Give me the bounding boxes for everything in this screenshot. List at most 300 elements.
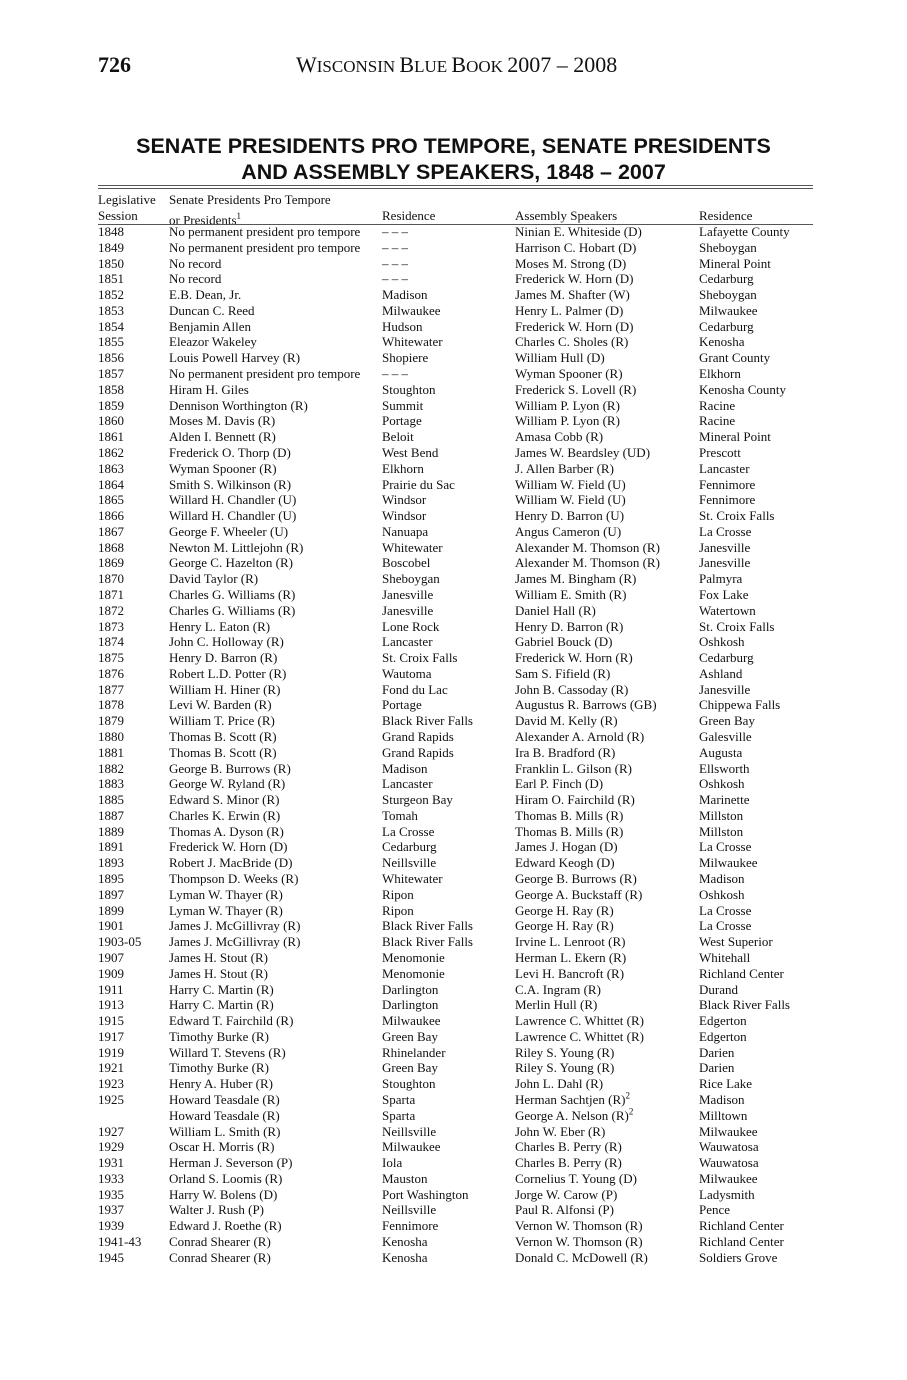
cell-speaker-residence bbox=[699, 1155, 813, 1171]
senate-president-text: George F. Wheeler (U) bbox=[169, 523, 289, 539]
senate-president-text: Willard H. Chandler (U) bbox=[169, 492, 297, 508]
cell-speaker-residence bbox=[699, 413, 813, 429]
table-row bbox=[98, 808, 813, 824]
senate-residence-text: Darlington bbox=[382, 997, 439, 1013]
cell-assembly-speaker bbox=[515, 1029, 699, 1045]
running-head-part: 2007 – 2008 bbox=[507, 52, 618, 77]
table-row bbox=[98, 966, 813, 982]
table-row bbox=[98, 350, 813, 366]
assembly-speaker-text: Herman Sachtjen (R) bbox=[515, 1091, 626, 1107]
session-text: 1875 bbox=[98, 650, 124, 666]
assembly-speaker-text: Earl P. Finch (D) bbox=[515, 776, 604, 792]
cell-senate-residence bbox=[382, 334, 515, 350]
speaker-residence-text: Janesville bbox=[699, 555, 751, 571]
speaker-residence-text: Mineral Point bbox=[699, 429, 771, 445]
assembly-speaker-text: John B. Cassoday (R) bbox=[515, 681, 629, 697]
session-text: 1925 bbox=[98, 1091, 124, 1107]
cell-senate-president bbox=[169, 824, 382, 840]
cell-speaker-residence bbox=[699, 256, 813, 272]
cell-assembly-speaker bbox=[515, 761, 699, 777]
senate-president-text: No record bbox=[169, 255, 222, 271]
cell-senate-president bbox=[169, 776, 382, 792]
senate-residence-text: Green Bay bbox=[382, 1028, 438, 1044]
cell-senate-residence bbox=[382, 508, 515, 524]
table-row bbox=[98, 1013, 813, 1029]
senate-residence-text: Neillsville bbox=[382, 855, 437, 871]
senate-president-text: Thomas A. Dyson (R) bbox=[169, 823, 284, 839]
cell-assembly-speaker bbox=[515, 224, 699, 240]
senate-residence-text: Stoughton bbox=[382, 1076, 436, 1092]
cell-session bbox=[98, 761, 169, 777]
senate-president-text: Robert L.D. Potter (R) bbox=[169, 665, 287, 681]
senate-residence-text: Windsor bbox=[382, 508, 427, 524]
cell-assembly-speaker bbox=[515, 524, 699, 540]
cell-senate-residence bbox=[382, 650, 515, 666]
cell-senate-president bbox=[169, 918, 382, 934]
session-text: 1863 bbox=[98, 460, 124, 476]
cell-senate-president bbox=[169, 1029, 382, 1045]
assembly-speaker-text: Thomas B. Mills (R) bbox=[515, 823, 624, 839]
speaker-residence-text: Darien bbox=[699, 1044, 735, 1060]
senate-president-text: Harry W. Bolens (D) bbox=[169, 1186, 278, 1202]
assembly-speaker-text: Amasa Cobb (R) bbox=[515, 429, 604, 445]
top-rule bbox=[98, 185, 813, 186]
cell-senate-president bbox=[169, 997, 382, 1013]
cell-assembly-speaker bbox=[515, 713, 699, 729]
assembly-speaker-text: Herman L. Ekern (R) bbox=[515, 949, 627, 965]
cell-senate-president bbox=[169, 571, 382, 587]
cell-speaker-residence bbox=[699, 903, 813, 919]
speaker-residence-text: Oshkosh bbox=[699, 776, 745, 792]
session-text: 1870 bbox=[98, 571, 124, 587]
session-text: 1855 bbox=[98, 334, 124, 350]
assembly-speaker-text: Franklin L. Gilson (R) bbox=[515, 760, 632, 776]
assembly-speaker-text: Sam S. Fifield (R) bbox=[515, 665, 611, 681]
speaker-residence-text: Kenosha County bbox=[699, 381, 787, 397]
cell-speaker-residence bbox=[699, 666, 813, 682]
running-head-part: ISCONSIN bbox=[316, 57, 400, 76]
assembly-speaker-text: William Hull (D) bbox=[515, 350, 605, 366]
table-row bbox=[98, 839, 813, 855]
session-text: 1876 bbox=[98, 665, 124, 681]
cell-session bbox=[98, 729, 169, 745]
cell-senate-residence bbox=[382, 1045, 515, 1061]
senate-residence-text: Lone Rock bbox=[382, 618, 440, 634]
cell-senate-residence bbox=[382, 997, 515, 1013]
cell-session bbox=[98, 1234, 169, 1250]
table-row bbox=[98, 1029, 813, 1045]
cell-session bbox=[98, 334, 169, 350]
table-row bbox=[98, 413, 813, 429]
cell-senate-president bbox=[169, 461, 382, 477]
cell-senate-residence bbox=[382, 287, 515, 303]
cell-senate-residence bbox=[382, 256, 515, 272]
senate-residence-text: Milwaukee bbox=[382, 1139, 441, 1155]
cell-session bbox=[98, 619, 169, 635]
senate-residence-text: Green Bay bbox=[382, 1060, 438, 1076]
session-text: 1853 bbox=[98, 302, 124, 318]
cell-speaker-residence bbox=[699, 571, 813, 587]
cell-senate-president bbox=[169, 666, 382, 682]
speaker-residence-text: Mineral Point bbox=[699, 255, 771, 271]
senate-president-text: No permanent president pro tempore bbox=[169, 224, 361, 239]
cell-senate-president bbox=[169, 1187, 382, 1203]
session-text: 1913 bbox=[98, 997, 124, 1013]
cell-senate-residence bbox=[382, 224, 515, 240]
assembly-speaker-text: Lawrence C. Whittet (R) bbox=[515, 1013, 644, 1029]
speaker-residence-text: Lancaster bbox=[699, 460, 750, 476]
senate-residence-text: Nanuapa bbox=[382, 523, 429, 539]
speaker-residence-text: Augusta bbox=[699, 744, 743, 760]
speaker-residence-text: Sheboygan bbox=[699, 287, 757, 303]
cell-senate-president bbox=[169, 334, 382, 350]
assembly-speaker-text: Charles C. Sholes (R) bbox=[515, 334, 629, 350]
cell-speaker-residence bbox=[699, 224, 813, 240]
senate-president-text: Willard T. Stevens (R) bbox=[169, 1044, 286, 1060]
cell-session bbox=[98, 1045, 169, 1061]
speaker-residence-text: Chippewa Falls bbox=[699, 697, 781, 713]
speaker-residence-text: Whitehall bbox=[699, 949, 751, 965]
cell-assembly-speaker bbox=[515, 587, 699, 603]
assembly-speaker-text: Ira B. Bradford (R) bbox=[515, 744, 616, 760]
assembly-speaker-text: Lawrence C. Whittet (R) bbox=[515, 1028, 644, 1044]
senate-president-text: Hiram H. Giles bbox=[169, 381, 249, 397]
cell-session bbox=[98, 634, 169, 650]
senate-president-text: Edward J. Roethe (R) bbox=[169, 1218, 282, 1234]
senate-residence-text: – – – bbox=[382, 255, 408, 271]
assembly-speaker-text: William W. Field (U) bbox=[515, 476, 626, 492]
title-line-2: AND ASSEMBLY SPEAKERS, 1848 – 2007 bbox=[241, 160, 666, 184]
senate-president-text: Lyman W. Thayer (R) bbox=[169, 886, 283, 902]
table-row bbox=[98, 524, 813, 540]
session-text: 1945 bbox=[98, 1249, 124, 1265]
cell-senate-residence bbox=[382, 619, 515, 635]
table-row bbox=[98, 903, 813, 919]
cell-assembly-speaker bbox=[515, 1108, 699, 1124]
cell-senate-president bbox=[169, 1218, 382, 1234]
senate-residence-text: Sheboygan bbox=[382, 571, 440, 587]
session-text: 1907 bbox=[98, 949, 124, 965]
cell-session bbox=[98, 808, 169, 824]
session-text: 1882 bbox=[98, 760, 124, 776]
cell-speaker-residence bbox=[699, 1108, 813, 1124]
session-text: 1857 bbox=[98, 366, 124, 382]
speaker-residence-text: Green Bay bbox=[699, 713, 755, 729]
assembly-speaker-text: Riley S. Young (R) bbox=[515, 1044, 615, 1060]
senate-president-text: James H. Stout (R) bbox=[169, 965, 268, 981]
assembly-speaker-text: William W. Field (U) bbox=[515, 492, 626, 508]
cell-session bbox=[98, 1187, 169, 1203]
cell-senate-president bbox=[169, 808, 382, 824]
footnote-marker: 2 bbox=[628, 1106, 634, 1117]
cell-session bbox=[98, 398, 169, 414]
senate-residence-text: Wautoma bbox=[382, 665, 432, 681]
senate-president-text: George W. Ryland (R) bbox=[169, 776, 286, 792]
cell-session bbox=[98, 555, 169, 571]
table-row bbox=[98, 1092, 813, 1108]
senate-residence-text: Milwaukee bbox=[382, 302, 441, 318]
cell-senate-president bbox=[169, 477, 382, 493]
cell-speaker-residence bbox=[699, 997, 813, 1013]
cell-session bbox=[98, 271, 169, 287]
assembly-speaker-text: Frederick S. Lovell (R) bbox=[515, 381, 637, 397]
table-row bbox=[98, 571, 813, 587]
cell-senate-president bbox=[169, 619, 382, 635]
cell-speaker-residence bbox=[699, 745, 813, 761]
cell-speaker-residence bbox=[699, 918, 813, 934]
table-row bbox=[98, 666, 813, 682]
cell-speaker-residence bbox=[699, 287, 813, 303]
cell-session bbox=[98, 745, 169, 761]
cell-assembly-speaker bbox=[515, 429, 699, 445]
cell-assembly-speaker bbox=[515, 1045, 699, 1061]
table-row bbox=[98, 461, 813, 477]
cell-speaker-residence bbox=[699, 350, 813, 366]
cell-speaker-residence bbox=[699, 1013, 813, 1029]
senate-president-text: Louis Powell Harvey (R) bbox=[169, 350, 301, 366]
senate-president-text: Levi W. Barden (R) bbox=[169, 697, 272, 713]
cell-assembly-speaker bbox=[515, 240, 699, 256]
speaker-residence-text: Oshkosh bbox=[699, 886, 745, 902]
assembly-speaker-text: William P. Lyon (R) bbox=[515, 397, 620, 413]
senate-residence-text: West Bend bbox=[382, 444, 439, 460]
cell-senate-residence bbox=[382, 429, 515, 445]
table-row bbox=[98, 587, 813, 603]
session-text: 1852 bbox=[98, 287, 124, 303]
cell-assembly-speaker bbox=[515, 887, 699, 903]
senate-residence-text: Mauston bbox=[382, 1170, 428, 1186]
senate-residence-text: Hudson bbox=[382, 318, 423, 334]
senate-president-text: Frederick O. Thorp (D) bbox=[169, 444, 291, 460]
table-row bbox=[98, 555, 813, 571]
session-text: 1868 bbox=[98, 539, 124, 555]
assembly-speaker-text: John L. Dahl (R) bbox=[515, 1076, 604, 1092]
senate-president-text: Thomas B. Scott (R) bbox=[169, 744, 277, 760]
senate-residence-text: Darlington bbox=[382, 981, 439, 997]
table-row bbox=[98, 855, 813, 871]
cell-senate-residence bbox=[382, 303, 515, 319]
assembly-speaker-text: Wyman Spooner (R) bbox=[515, 366, 623, 382]
cell-speaker-residence bbox=[699, 1029, 813, 1045]
cell-senate-residence bbox=[382, 950, 515, 966]
senate-president-text: Charles G. Williams (R) bbox=[169, 602, 296, 618]
senate-residence-text: Iola bbox=[382, 1155, 403, 1171]
cell-senate-president bbox=[169, 224, 382, 240]
cell-assembly-speaker bbox=[515, 603, 699, 619]
senate-residence-text: Madison bbox=[382, 287, 428, 303]
table-row bbox=[98, 319, 813, 335]
senate-president-text: E.B. Dean, Jr. bbox=[169, 287, 242, 303]
table-row bbox=[98, 1108, 813, 1124]
session-text: 1939 bbox=[98, 1218, 124, 1234]
senate-residence-text: Port Washington bbox=[382, 1186, 469, 1202]
cell-senate-president bbox=[169, 745, 382, 761]
table-row bbox=[98, 1124, 813, 1140]
cell-assembly-speaker bbox=[515, 682, 699, 698]
cell-session bbox=[98, 824, 169, 840]
table-row bbox=[98, 271, 813, 287]
cell-senate-residence bbox=[382, 492, 515, 508]
speaker-residence-text: Durand bbox=[699, 981, 738, 997]
senate-residence-text: Fond du Lac bbox=[382, 681, 448, 697]
table-row bbox=[98, 256, 813, 272]
cell-session bbox=[98, 445, 169, 461]
cell-senate-residence bbox=[382, 918, 515, 934]
assembly-speaker-text: Charles B. Perry (R) bbox=[515, 1155, 622, 1171]
senate-president-text: Henry L. Eaton (R) bbox=[169, 618, 271, 634]
cell-senate-residence bbox=[382, 461, 515, 477]
assembly-speaker-text: Hiram O. Fairchild (R) bbox=[515, 792, 635, 808]
assembly-speaker-text: James J. Hogan (D) bbox=[515, 839, 618, 855]
cell-assembly-speaker bbox=[515, 319, 699, 335]
cell-senate-president bbox=[169, 319, 382, 335]
senate-president-text: Henry D. Barron (R) bbox=[169, 650, 278, 666]
cell-speaker-residence bbox=[699, 1218, 813, 1234]
senate-president-text: No permanent president pro tempore bbox=[169, 239, 361, 255]
cell-senate-president bbox=[169, 303, 382, 319]
cell-assembly-speaker bbox=[515, 839, 699, 855]
assembly-speaker-text: J. Allen Barber (R) bbox=[515, 460, 614, 476]
senate-president-text: Conrad Shearer (R) bbox=[169, 1234, 271, 1249]
cell-senate-residence bbox=[382, 240, 515, 256]
speaker-residence-text: Racine bbox=[699, 397, 736, 413]
cell-session bbox=[98, 540, 169, 556]
cell-senate-president bbox=[169, 682, 382, 698]
cell-session bbox=[98, 429, 169, 445]
cell-session bbox=[98, 366, 169, 382]
session-text: 1879 bbox=[98, 713, 124, 729]
table-row bbox=[98, 776, 813, 792]
cell-senate-residence bbox=[382, 713, 515, 729]
cell-session bbox=[98, 1108, 169, 1124]
speaker-residence-text: Galesville bbox=[699, 729, 752, 744]
cell-speaker-residence bbox=[699, 382, 813, 398]
senate-president-text: Harry C. Martin (R) bbox=[169, 981, 274, 997]
table-row bbox=[98, 682, 813, 698]
session-text: 1917 bbox=[98, 1028, 124, 1044]
senate-president-text: Alden I. Bennett (R) bbox=[169, 429, 276, 445]
senate-residence-text: Neillsville bbox=[382, 1123, 437, 1139]
table-row bbox=[98, 619, 813, 635]
cell-assembly-speaker bbox=[515, 477, 699, 493]
cell-session bbox=[98, 1029, 169, 1045]
table-row bbox=[98, 1076, 813, 1092]
cell-speaker-residence bbox=[699, 334, 813, 350]
cell-senate-president bbox=[169, 1013, 382, 1029]
assembly-speaker-text: Angus Cameron (U) bbox=[515, 523, 622, 539]
cell-speaker-residence bbox=[699, 982, 813, 998]
cell-speaker-residence bbox=[699, 1076, 813, 1092]
cell-speaker-residence bbox=[699, 587, 813, 603]
speaker-residence-text: Wauwatosa bbox=[699, 1155, 759, 1171]
table-row bbox=[98, 240, 813, 256]
assembly-speaker-text: Augustus R. Barrows (GB) bbox=[515, 697, 657, 713]
session-text: 1848 bbox=[98, 224, 124, 239]
senate-residence-text: Sturgeon Bay bbox=[382, 792, 453, 808]
speaker-residence-text: La Crosse bbox=[699, 918, 752, 934]
assembly-speaker-text: Cornelius T. Young (D) bbox=[515, 1170, 637, 1186]
cell-assembly-speaker bbox=[515, 1187, 699, 1203]
cell-senate-president bbox=[169, 966, 382, 982]
cell-senate-president bbox=[169, 366, 382, 382]
cell-senate-residence bbox=[382, 1108, 515, 1124]
cell-senate-residence bbox=[382, 587, 515, 603]
cell-session bbox=[98, 1202, 169, 1218]
speaker-residence-text: Edgerton bbox=[699, 1028, 747, 1044]
cell-speaker-residence bbox=[699, 477, 813, 493]
cell-senate-residence bbox=[382, 603, 515, 619]
cell-session bbox=[98, 887, 169, 903]
cell-senate-residence bbox=[382, 398, 515, 414]
assembly-speaker-text: Ninian E. Whiteside (D) bbox=[515, 224, 642, 239]
assembly-speaker-text: Frederick W. Horn (R) bbox=[515, 650, 633, 666]
cell-senate-president bbox=[169, 508, 382, 524]
session-text: 1849 bbox=[98, 239, 124, 255]
assembly-speaker-text: Frederick W. Horn (D) bbox=[515, 271, 634, 287]
senate-president-text: Timothy Burke (R) bbox=[169, 1028, 269, 1044]
session-text: 1887 bbox=[98, 807, 124, 823]
table-row bbox=[98, 303, 813, 319]
senate-residence-text: Milwaukee bbox=[382, 1013, 441, 1029]
senate-residence-text: Black River Falls bbox=[382, 918, 473, 934]
assembly-speaker-text: Gabriel Bouck (D) bbox=[515, 634, 613, 650]
cell-senate-residence bbox=[382, 776, 515, 792]
cell-senate-residence bbox=[382, 982, 515, 998]
cell-session bbox=[98, 997, 169, 1013]
senate-president-text: Thomas B. Scott (R) bbox=[169, 729, 277, 744]
table-row bbox=[98, 429, 813, 445]
cell-session bbox=[98, 682, 169, 698]
table-row bbox=[98, 982, 813, 998]
cell-senate-president bbox=[169, 855, 382, 871]
cell-assembly-speaker bbox=[515, 1155, 699, 1171]
cell-senate-president bbox=[169, 587, 382, 603]
senate-residence-text: Summit bbox=[382, 397, 424, 413]
speaker-residence-text: Fennimore bbox=[699, 476, 756, 492]
session-text: 1883 bbox=[98, 776, 124, 792]
assembly-speaker-text: Henry D. Barron (R) bbox=[515, 618, 624, 634]
speaker-residence-text: Cedarburg bbox=[699, 271, 754, 287]
cell-session bbox=[98, 287, 169, 303]
header-residence-2: Residence bbox=[699, 208, 753, 223]
cell-assembly-speaker bbox=[515, 540, 699, 556]
table-row bbox=[98, 761, 813, 777]
cell-speaker-residence bbox=[699, 240, 813, 256]
footnote-marker: 2 bbox=[625, 1090, 630, 1101]
session-text: 1874 bbox=[98, 634, 124, 650]
session-text: 1919 bbox=[98, 1044, 124, 1060]
assembly-speaker-text: Alexander M. Thomson (R) bbox=[515, 555, 660, 571]
cell-senate-residence bbox=[382, 871, 515, 887]
speaker-residence-text: Fox Lake bbox=[699, 586, 749, 602]
cell-senate-residence bbox=[382, 761, 515, 777]
cell-session bbox=[98, 1218, 169, 1234]
senate-president-text: Charles K. Erwin (R) bbox=[169, 807, 281, 823]
assembly-speaker-text: George A. Nelson (R) bbox=[515, 1107, 629, 1123]
cell-senate-president bbox=[169, 950, 382, 966]
senate-residence-text: – – – bbox=[382, 239, 408, 255]
session-text: 1850 bbox=[98, 255, 124, 271]
session-text: 1895 bbox=[98, 871, 124, 887]
senate-president-text: Smith S. Wilkinson (R) bbox=[169, 476, 292, 492]
cell-assembly-speaker bbox=[515, 1218, 699, 1234]
senate-residence-text: Menomonie bbox=[382, 949, 445, 965]
cell-senate-president bbox=[169, 903, 382, 919]
cell-senate-president bbox=[169, 650, 382, 666]
senate-residence-text: Fennimore bbox=[382, 1218, 439, 1234]
cell-speaker-residence bbox=[699, 634, 813, 650]
cell-session bbox=[98, 350, 169, 366]
